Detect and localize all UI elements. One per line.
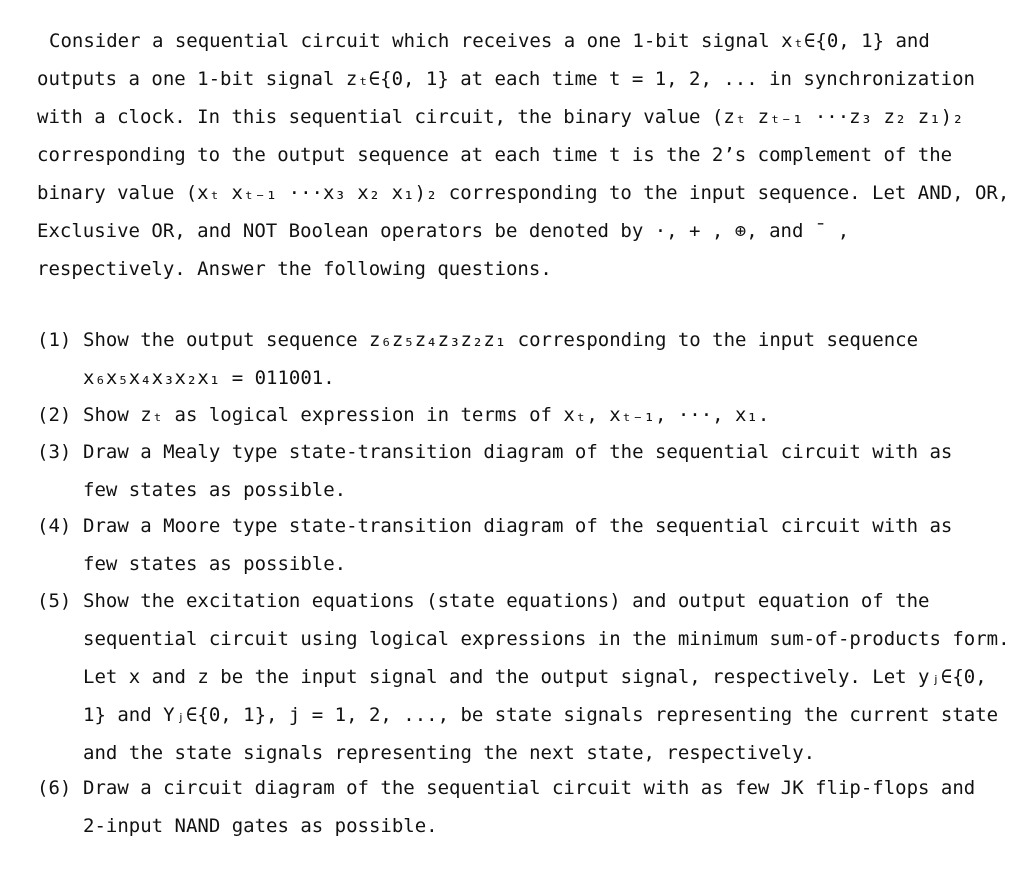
question-line: Draw a circuit diagram of the sequential circuit with as few JK flip-flops and: [83, 777, 976, 799]
question-number: (3): [37, 441, 72, 463]
question-line: Show the excitation equations (state equations) and output equation of the: [83, 590, 930, 612]
intro-paragraph: [37, 22, 1010, 288]
question-line: Draw a Moore type state-transition diagram of the sequential circuit with as: [83, 515, 953, 537]
intro-line: binary value (xₜ xₜ₋₁ ···x₃ x₂ x₁)₂ corresponding to the input sequence. Let AND, OR,: [37, 182, 1010, 204]
intro-line: respectively. Answer the following questions.: [37, 258, 552, 280]
question-3: [37, 433, 987, 509]
question-line: x₆x₅x₄x₃x₂x₁ = 011001.: [83, 367, 335, 389]
question-line: few states as possible.: [83, 553, 347, 575]
question-number: (1): [37, 329, 72, 351]
question-line: few states as possible.: [83, 479, 347, 501]
question-2: [37, 396, 987, 434]
question-number: (2): [37, 404, 72, 426]
question-1: [37, 321, 987, 397]
question-line: and the state signals representing the next state, respectively.: [83, 742, 816, 764]
intro-line: outputs a one 1-bit signal zₜ∈{0, 1} at each time t = 1, 2, ... in synchronization: [37, 68, 975, 90]
question-5: [37, 582, 1010, 772]
question-number: (6): [37, 777, 72, 799]
question-line: Show the output sequence z₆z₅z₄z₃z₂z₁ corresponding to the input sequence: [83, 329, 919, 351]
question-line: Let x and z be the input signal and the output signal, respectively. Let yⱼ∈{0,: [83, 666, 987, 688]
question-line: Show zₜ as logical expression in terms of xₜ, xₜ₋₁, ···, x₁.: [83, 404, 770, 426]
intro-line: Exclusive OR, and NOT Boolean operators be denoted by ·, + , ⊕, and ¯ ,: [37, 220, 850, 242]
question-number: (4): [37, 515, 72, 537]
question-4: [37, 507, 987, 583]
question-line: sequential circuit using logical expressions in the minimum sum-of-products form.: [83, 628, 1010, 650]
intro-line: with a clock. In this sequential circuit, the binary value (zₜ zₜ₋₁ ···z₃ z₂ z₁)₂: [37, 106, 964, 128]
intro-line: Consider a sequential circuit which receives a one 1-bit signal xₜ∈{0, 1} and: [49, 30, 930, 52]
question-line: 1} and Yⱼ∈{0, 1}, j = 1, 2, ..., be state signals representing the current state: [83, 704, 999, 726]
question-line: 2-input NAND gates as possible.: [83, 815, 438, 837]
question-line: Draw a Mealy type state-transition diagram of the sequential circuit with as: [83, 441, 953, 463]
intro-line: corresponding to the output sequence at each time t is the 2’s complement of the: [37, 144, 953, 166]
question-number: (5): [37, 590, 72, 612]
question-6: [37, 769, 987, 845]
